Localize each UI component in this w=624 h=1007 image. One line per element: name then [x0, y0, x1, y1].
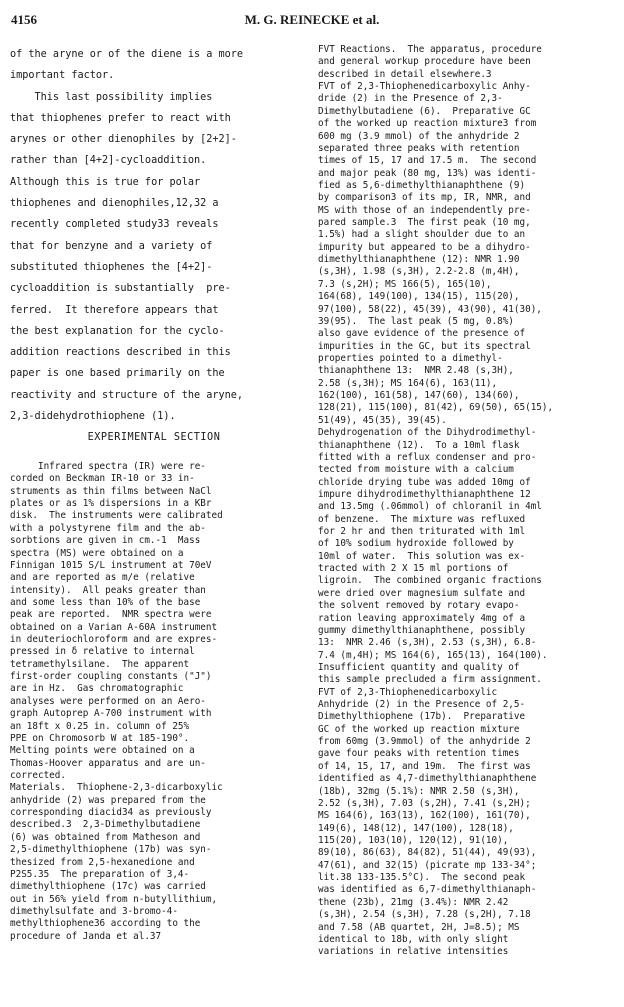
- experimental-line: in deuteriochloroform and are expres-: [10, 634, 218, 646]
- right-line: 2.58 (s,3H); MS 164(6), 163(11),: [318, 377, 498, 389]
- right-line: FVT of 2,3-Thiophenedicarboxylic Anhy-: [318, 81, 531, 93]
- right-line: tracted with 2 X 15 ml portions of: [318, 563, 509, 575]
- right-line: thianaphthene (12). To a 10ml flask: [318, 439, 520, 451]
- right-line: 164(68), 149(100), 134(15), 115(20),: [318, 291, 520, 303]
- experimental-line: and some less than 10% of the base: [10, 596, 201, 608]
- experimental-line: an 18ft x 0.25 in. column of 25%: [10, 720, 190, 732]
- experimental-line: Thomas-Hoover apparatus and are un-: [10, 757, 206, 769]
- experimental-line: anhydride (2) was prepared from the: [10, 794, 206, 806]
- experimental-line: intensity). All peaks greater than: [10, 584, 206, 596]
- experimental-line: 2,5-dimethylthiophene (17b) was syn-: [10, 844, 212, 856]
- discussion-line: recently completed study33 reveals: [10, 219, 219, 231]
- right-line: Dimethylthiophene (17b). Preparative: [318, 711, 526, 723]
- discussion-text: [10, 44, 298, 427]
- right-line: thene (23b), 21mg (3.4%): NMR 2.42: [318, 896, 509, 908]
- right-line: (18b), 32mg (5.1%): NMR 2.50 (s,3H),: [318, 785, 520, 797]
- right-line: thianaphthene 13: NMR 2.48 (s,3H),: [318, 365, 514, 377]
- right-line: identical to 18b, with only slight: [318, 933, 509, 945]
- experimental-line: methylthiophene36 according to the: [10, 918, 201, 930]
- right-line: 13: NMR 2.46 (s,3H), 2.53 (s,3H), 6.8-: [318, 637, 537, 649]
- right-line: and 7.58 (AB quartet, 2H, J=8.5); MS: [318, 921, 520, 933]
- right-line: also gave evidence of the presence of: [318, 328, 526, 340]
- right-line: Dimethylbutadiene (6). Preparative GC: [318, 105, 531, 117]
- discussion-line: This last possibility implies: [10, 91, 213, 103]
- right-line: 162(100), 161(58), 147(60), 134(60),: [318, 390, 520, 402]
- right-line: pared sample.3 The first peak (10 mg,: [318, 217, 531, 229]
- right-line: tected from moisture with a calcium: [318, 464, 514, 476]
- experimental-line: described.3 2,3-Dimethylbutadiene: [10, 819, 201, 831]
- right-line: of the worked up reaction mixture3 from: [318, 118, 537, 130]
- right-line: for 2 hr and then triturated with 1ml: [318, 526, 526, 538]
- experimental-line: thesized from 2,5-hexanedione and: [10, 856, 195, 868]
- right-line: impurities in the GC, but its spectral: [318, 340, 531, 352]
- right-line: Insufficient quantity and quality of: [318, 661, 520, 673]
- discussion-line: of the aryne or of the diene is a more: [10, 49, 244, 60]
- experimental-line: sorbtions are given in cm.-1 Mass: [10, 535, 201, 547]
- right-line: were dried over magnesium sulfate and: [318, 587, 526, 599]
- experimental-line: spectra (MS) were obtained on a: [10, 547, 184, 559]
- experimental-line: and are reported as m/e (relative: [10, 572, 195, 584]
- right-line: 39(95). The last peak (5 mg, 0.8%): [318, 315, 514, 327]
- experimental-line: pressed in δ relative to internal: [10, 646, 195, 658]
- right-line: this sample precluded a firm assignment.: [318, 674, 542, 686]
- experimental-line: struments as thin films between NaCl: [10, 485, 212, 497]
- experimental-line: P2S5.35 The preparation of 3,4-: [10, 868, 190, 880]
- experimental-line: out in 56% yield from n-butyllithium,: [10, 893, 218, 905]
- discussion-line: rather than [4+2]-cycloaddition.: [10, 155, 207, 167]
- right-line: and general workup procedure have been: [318, 56, 531, 68]
- right-line: ligroin. The combined organic fractions: [318, 575, 542, 587]
- right-line: 115(20), 103(10), 120(12), 91(10),: [318, 835, 509, 846]
- experimental-line: are in Hz. Gas chromatographic: [10, 683, 184, 695]
- right-line: Anhydride (2) in the Presence of 2,5-: [318, 699, 526, 711]
- right-line: 7.3 (s,2H); MS 166(5), 165(10),: [318, 278, 492, 290]
- right-line: 149(6), 148(12), 147(100), 128(18),: [318, 822, 514, 834]
- right-line: and major peak (80 mg, 13%) was identi-: [318, 167, 537, 179]
- running-head: M. G. REINECKE et al.: [244, 12, 380, 27]
- right-line: 2.52 (s,3H), 7.03 (s,2H), 7.41 (s,2H);: [318, 797, 531, 809]
- right-line: dride (2) in the Presence of 2,3-: [318, 93, 503, 105]
- experimental-line: (6) was obtained from Matheson and: [10, 831, 201, 843]
- experimental-line: Melting points were obtained on a: [10, 745, 195, 757]
- right-line: identified as 4,7-dimethylthianaphthene: [318, 773, 537, 785]
- right-line: variations in relative intensities: [318, 946, 509, 958]
- experimental-line: dimethylsulfate and 3-bromo-4-: [10, 905, 178, 917]
- experimental-line: Materials. Thiophene-2,3-dicarboxylic: [10, 782, 223, 794]
- right-line: gave four peaks with retention times: [318, 748, 520, 760]
- right-line: the solvent removed by rotary evapo-: [318, 600, 520, 612]
- right-line: gummy dimethylthianaphthene, possibly: [318, 624, 526, 636]
- right-line: of benzene. The mixture was refluxed: [318, 513, 526, 525]
- right-line: times of 15, 17 and 17.5 m. The second: [318, 155, 537, 167]
- discussion-line: ferred. It therefore appears that: [10, 304, 219, 316]
- discussion-line: Although this is true for polar: [10, 176, 201, 188]
- experimental-line: obtained on a Varian A-60A instrument: [10, 621, 218, 633]
- discussion-line: important factor.: [10, 70, 115, 82]
- right-line: MS with those of an independently pre-: [318, 204, 531, 216]
- right-line: Dehydrogenation of the Dihydrodimethyl-: [318, 427, 537, 439]
- experimental-line: dimethylthiophene (17c) was carried: [10, 881, 206, 893]
- right-line: 7.4 (m,4H); MS 164(6), 165(13), 164(100).: [318, 649, 548, 661]
- right-line: chloride drying tube was added 10mg of: [318, 476, 531, 488]
- right-line: MS 164(6), 163(13), 162(100), 161(70),: [318, 810, 531, 822]
- right-line: (s,3H), 1.98 (s,3H), 2.2-2.8 (m,4H),: [318, 266, 520, 278]
- experimental-line: plates or as 1% dispersions in a KBr: [10, 498, 212, 510]
- right-line: dimethylthianaphthene (12): NMR 1.90: [318, 254, 520, 266]
- right-line: impure dihydrodimethylthianaphthene 12: [318, 488, 531, 500]
- section-heading-experimental: EXPERIMENTAL SECTION: [87, 432, 221, 444]
- right-line: 1.5%) had a slight shoulder due to an: [318, 229, 526, 241]
- right-line: 47(61), and 32(15) (picrate mp 133-34°;: [318, 859, 537, 871]
- right-line: FVT of 2,3-Thiophenedicarboxylic: [318, 686, 498, 698]
- right-line: GC of the worked up reaction mixture: [318, 723, 520, 735]
- right-line: impurity but appeared to be a dihydro-: [318, 241, 531, 253]
- experimental-line: PPE on Chromosorb W at 185-190°.: [10, 732, 190, 744]
- right-line: of 14, 15, 17, and 19m. The first was: [318, 760, 531, 772]
- right-line: ration leaving approximately 4mg of a: [318, 612, 526, 624]
- discussion-line: thiophenes and dienophiles,12,32 a: [10, 198, 219, 210]
- experimental-line: corresponding diacid34 as previously: [10, 807, 212, 819]
- discussion-line: the best explanation for the cyclo-: [10, 325, 225, 337]
- right-line: lit.38 133-135.5°C). The second peak: [318, 872, 526, 884]
- spacer: [10, 449, 298, 461]
- experimental-line: disk. The instruments were calibrated: [10, 510, 223, 522]
- discussion-line: that thiophenes prefer to react with: [10, 112, 231, 124]
- discussion-line: arynes or other dienophiles by [2+2]-: [10, 134, 237, 146]
- discussion-line: 2,3-didehydrothiophene (1).: [10, 411, 176, 423]
- experimental-line: corded on Beckman IR-10 or 33 in-: [10, 473, 195, 485]
- right-line: by comparison3 of its mp, IR, NMR, and: [318, 192, 531, 204]
- right-line: 97(100), 58(22), 45(39), 43(90), 41(30),: [318, 303, 542, 315]
- experimental-line: analyses were performed on an Aero-: [10, 695, 206, 707]
- discussion-line: addition reactions described in this: [10, 347, 231, 359]
- right-line: 600 mg (3.9 mmol) of the anhydride 2: [318, 130, 520, 142]
- discussion-line: that for benzyne and a variety of: [10, 240, 213, 252]
- right-line: 10ml of water. This solution was ex-: [318, 550, 526, 562]
- experimental-line: graph Autoprep A-700 instrument with: [10, 708, 212, 720]
- page-number: 4156: [11, 12, 37, 27]
- right-line: of 10% sodium hydroxide followed by: [318, 538, 514, 550]
- experimental-line: Finnigan 1015 S/L instrument at 70eV: [10, 559, 212, 571]
- right-line: was identified as 6,7-dimethylthianaph-: [318, 884, 537, 896]
- discussion-line: substituted thiophenes the [4+2]-: [10, 261, 213, 273]
- experimental-line: tetramethylsilane. The apparent: [10, 658, 190, 670]
- experimental-line: peak are reported. NMR spectra were: [10, 609, 212, 621]
- right-line: (s,3H), 2.54 (s,3H), 7.28 (s,2H), 7.18: [318, 909, 531, 921]
- experimental-text: [10, 461, 298, 943]
- experimental-line: Infrared spectra (IR) were re-: [10, 461, 206, 472]
- right-line: 51(49), 45(35), 39(45).: [318, 414, 447, 426]
- discussion-line: reactivity and structure of the aryne,: [10, 389, 244, 401]
- right-line: 89(10), 86(63), 84(82), 51(44), 49(93),: [318, 847, 537, 859]
- right-line: separated three peaks with retention: [318, 142, 520, 154]
- discussion-line: paper is one based primarily on the: [10, 368, 225, 380]
- right-line: described in detail elsewhere.3: [318, 68, 492, 80]
- right-column: [318, 44, 618, 959]
- experimental-line: corrected.: [10, 769, 66, 781]
- right-line: and 13.5mg (.06mmol) of chloranil in 4ml: [318, 501, 542, 513]
- experimental-line: with a polystyrene film and the ab-: [10, 522, 206, 534]
- discussion-line: cycloaddition is substantially pre-: [10, 283, 231, 295]
- right-line: 128(21), 115(100), 81(42), 69(50), 65(15),: [318, 402, 554, 414]
- experimental-line: procedure of Janda et al.37: [10, 930, 162, 942]
- right-line: from 60mg (3.9mmol) of the anhydride 2: [318, 736, 531, 748]
- left-column: [10, 44, 298, 943]
- right-line: properties pointed to a dimethyl-: [318, 352, 503, 364]
- right-line: fied as 5,6-dimethylthianaphthene (9): [318, 179, 526, 191]
- right-line: fitted with a reflux condenser and pro-: [318, 451, 537, 463]
- right-line: FVT Reactions. The apparatus, procedure: [318, 44, 542, 55]
- experimental-line: first-order coupling constants ("J"): [10, 671, 212, 683]
